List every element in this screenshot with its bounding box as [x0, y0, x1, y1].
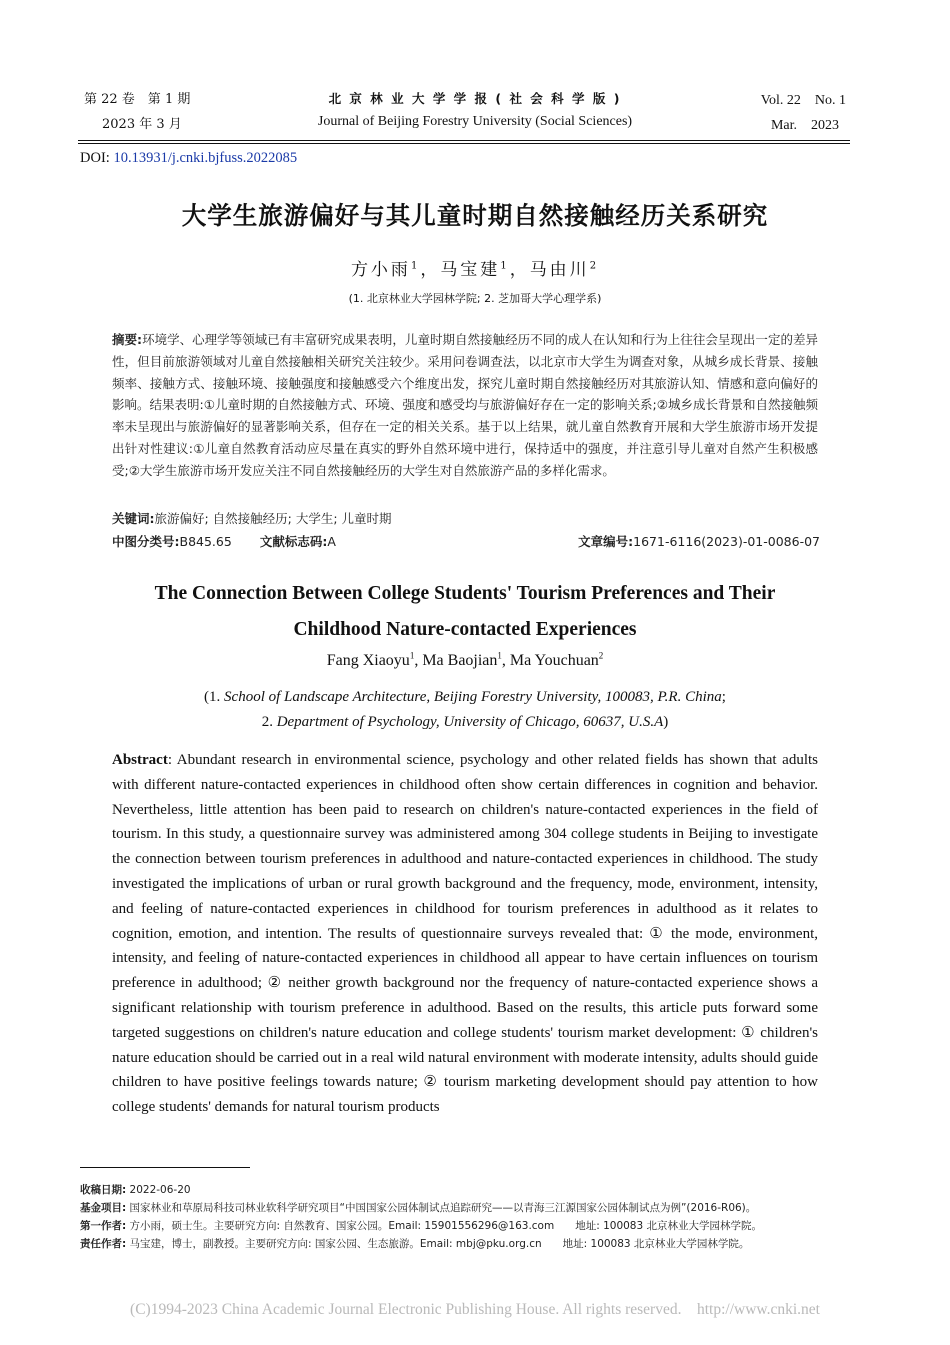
author-zh-2: 马宝建$^1$，: [440, 260, 530, 280]
author-en-1: Fang Xiaoyu$^1$,: [326, 651, 423, 670]
keywords-zh: [112, 508, 818, 530]
footnote-corresponding-author: 责任作者: 马宝建，博士，副教授。主要研究方向: 国家公园、生态旅游。Email: mbj@pku.org.cn 地址: 100083 北京林业大学园林学院。: [80, 1238, 750, 1250]
affiliation-en-2: 2. Department of Psychology, University of Chicago, 60637, U.S.A): [261, 714, 669, 730]
authors-zh: [0, 255, 950, 280]
affiliation-en-1: (1. School of Landscape Architecture, Beijing Forestry University, 100083, P.R. China;: [204, 689, 726, 705]
footnotes: [80, 1181, 855, 1253]
volume-issue: 第 22 卷 第 1 期: [84, 92, 191, 107]
journal-name-en: Journal of Beijing Forestry University (Social Sciences): [317, 114, 633, 129]
keywords-zh-text: 旅游偏好; 自然接触经历; 大学生; 儿童时期: [154, 511, 392, 526]
author-en-3: Ma Youchuan$^2$: [509, 651, 604, 670]
footnote-rule: [80, 1167, 250, 1168]
author-zh-1: 方小雨$^1$，: [350, 260, 441, 280]
classification-line: [112, 531, 820, 553]
title-zh: 大学生旅游偏好与其儿童时期自然接触经历关系研究: [181, 201, 769, 230]
affiliation-en: [0, 685, 930, 735]
abstract-en: [112, 748, 818, 1120]
title-en-line2: Childhood Nature-contacted Experiences: [293, 619, 637, 640]
date-en: Mar. 2023: [770, 118, 839, 133]
doi-link[interactable]: 10.13931/j.cnki.bjfuss.2022085: [113, 150, 298, 166]
abstract-en-text: : Abundant research in environmental science, psychology and other related fields has shown that adults with different nature-contacted experiences in childhood often show certain differences in cognition and behavior. Nevertheless, little attention has been paid to research on children's nature-contacted experiences in the field of tourism. In this study, a questionnaire survey was administered among 304 college students in Beijing to investigate the connection between tourism preferences in adulthood and nature-contacted experiences in childhood. The study investigated the implications of urban or rural growth background and the frequency, mode, environment, intensity, and feeling of nature-contacted experiences in childhood for tourism preferences in adulthood as it relates to cognition, emotion, and intention. The results of questionnaire surveys revealed that: ① the mode, environment, intensity, and feeling of nature-contacted experiences in childhood all appear to have certain influences on tourism preference in adulthood; ② neither growth background nor the frequency of nature-contacted experience shows a significant relationship with tourism preference in adulthood. Based on the results, this article puts forward some targeted suggestions on children's nature education and college students' tourism market development: ① children's nature education should be carried out in a real wild natural environment with moderate intensity, adults should guide children to have positive feelings towards nature; ② tourism marketing development should pay attention to how college students' demands for natural tourism products: [112, 752, 818, 1116]
footnote-funding: 基金项目: 国家林业和草原局科技司林业软科学研究项目“中国国家公园体制试点追踪研究——以青海三江源国家公园体制试点为例”(2016-R06)。: [80, 1202, 757, 1214]
doi-line: [80, 150, 297, 167]
title-en-line1: The Connection Between College Students' Tourism Preferences and Their: [154, 583, 776, 604]
abstract-en-label: Abstract: [112, 752, 168, 768]
footnote-received: 收稿日期: 2022-06-20: [80, 1184, 191, 1196]
header-rule-thin: [78, 143, 850, 144]
abstract-zh-text: 环境学、心理学等领域已有丰富研究成果表明，儿童时期自然接触经历不同的成人在认知和行为上往往会呈现出一定的差异性，但目前旅游领域对儿童自然接触相关研究关注较少。采用问卷调查法，以北京市大学生为调查对象，从城乡成长背景、接触频率、接触方式、接触环境、接触强度和接触感受六个维度出发，探究儿童时期自然接触经历对其旅游认知、情感和意向偏好的影响。结果表明:①儿童时期的自然接触方式、环境、强度和感受均与旅游偏好存在一定的影响关系;②城乡成长背景和自然接触频率未呈现出与旅游偏好的显著影响关系，但存在一定的相关关系。基于以上结果，就儿童自然教育开展和大学生旅游市场开发提出针对性建议:①儿童自然教育活动应尽量在真实的野外自然环境中进行，保持适中的强度，并注意引导儿童对自然产生积极感受;②大学生旅游市场开发应关注不同自然接触经历的大学生对自然旅游产品的多样化需求。: [112, 332, 818, 478]
doi-label: DOI:: [80, 150, 110, 166]
header-rule-thick: [78, 140, 850, 141]
keywords-zh-label: 关键词:: [112, 511, 155, 526]
abstract-zh: [112, 329, 818, 482]
article-number: 文章编号:1671-6116(2023)-01-0086-07: [578, 534, 820, 549]
issue-date: 2023 年 3 月: [102, 117, 182, 132]
doc-code: 文献标志码:A: [259, 534, 336, 549]
author-en-2: Ma Baojian$^1$,: [422, 651, 510, 670]
authors-en: [0, 651, 930, 670]
copyright-watermark: (C)1994-2023 China Academic Journal Electronic Publishing House. All rights reserved. http://www.cnki.net: [130, 1301, 820, 1318]
volume-en: Vol. 22 No. 1: [760, 93, 846, 108]
abstract-zh-label: 摘要:: [112, 332, 143, 347]
title-en: [0, 576, 930, 648]
author-zh-3: 马由川$^2$: [529, 260, 600, 280]
journal-name-zh: 北 京 林 业 大 学 学 报 ( 社 会 科 学 版 ): [328, 91, 622, 106]
affiliation-zh: (1. 北京林业大学园林学院; 2. 芝加哥大学心理学系): [348, 292, 602, 305]
clc-code: 中图分类号:B845.65: [112, 534, 232, 549]
footnote-first-author: 第一作者: 方小雨，硕士生。主要研究方向: 自然教育、国家公园。Email: 15901556296@163.com 地址: 100083 北京林业大学园林学院。: [80, 1220, 763, 1232]
